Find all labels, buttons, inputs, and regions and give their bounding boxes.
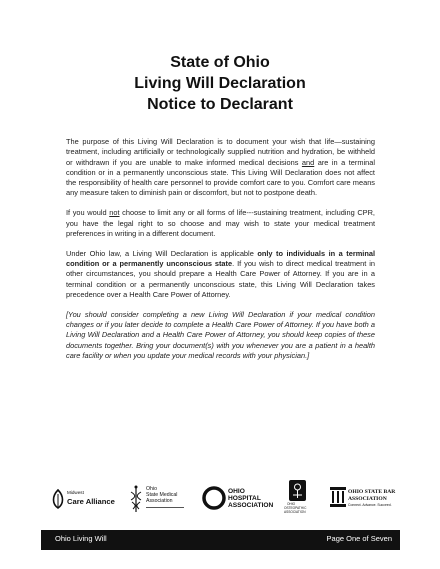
divider: [146, 507, 184, 508]
paragraph-ohio-law: [66, 249, 375, 300]
logo-text: OHIO: [287, 502, 296, 506]
oha-logo: [202, 482, 278, 516]
title-state: State of Ohio: [170, 54, 270, 71]
logo-text: ASSOCIATION: [228, 502, 274, 509]
logo-text: Midwest: [67, 490, 84, 495]
ooa-logo: [284, 482, 324, 516]
underlined-text: and: [301, 157, 315, 167]
logo-text: Care Alliance: [67, 497, 115, 506]
logo-text: ASSOCIATION: [348, 496, 387, 502]
sponsor-logos: [48, 482, 396, 516]
logo-text: Ohio: [146, 486, 157, 492]
leaf-icon: [50, 488, 66, 510]
care-alliance-logo: [48, 482, 120, 516]
logo-text: OHIO STATE BAR: [348, 489, 396, 495]
title-declaration: Living Will Declaration: [134, 75, 306, 92]
logo-text: OSTEOPATHIC: [284, 506, 307, 510]
logo-text: ASSOCIATION: [284, 510, 306, 514]
logo-text: Connect. Advance. Succeed.: [348, 503, 392, 507]
text-run: Under Ohio law, a Living Will Declaration is applicable: [66, 248, 258, 258]
osma-logo: [126, 482, 200, 516]
bold-text: only to individuals in a terminal condition or a permanently unconscious state: [66, 248, 376, 268]
title-block: [0, 52, 440, 115]
text-run: are in a terminal condition or in a permanently unconscious state. This Living Will Declaration does not affect the responsibility of health care personnel to provide comfort care to you. Comfort care means any measure taken to diminish pain or discomfort, but not to postpone death.: [66, 157, 376, 198]
footer-title: Ohio Living Will: [55, 534, 107, 543]
logo-text: Association: [146, 498, 173, 504]
shield-icon: [289, 480, 306, 501]
text-run: The purpose of this Living Will Declaration is to document your wish that life—sustaining treatment, including artificially or technologically supplied nutrition and hydration, be withheld or withdrawn if you are unable to make informed medical decisions: [66, 137, 375, 167]
underlined-text: not: [109, 208, 120, 218]
logo-text: OHIO: [228, 488, 245, 495]
document-body: [66, 137, 375, 371]
paragraph-choice: [66, 208, 375, 239]
text-run: If you would: [66, 208, 110, 218]
ring-icon: [202, 485, 226, 511]
text-run: choose to limit any or all forms of life---sustaining treatment, including CPR, you have the legal right to so choose and may wish to state your medical treatment preferences in writing in a different document.: [66, 208, 375, 238]
paragraph-advice: [You should consider completing a new Living Will Declaration if your medical condition changes or if you later decide to complete a Health Care Power of Attorney. If you have both a Living Will Declaration and a Health Care Power of Attorney, you should keep copies of these documents together. Bring your document(s) with you whenever you are a patient in a health care facility or when you update your medical records with your physician.]: [66, 309, 375, 360]
logo-text: HOSPITAL: [228, 495, 261, 502]
text-run: . If you wish to direct medical treatment in other circumstances, you should prepare a Health Care Power of Attorney. If you are in a terminal condition or a permanently unconscious state, this Living Will Declaration takes precedence over a Health Care Power of Attorney.: [66, 258, 375, 299]
page-number: Page One of Seven: [326, 534, 392, 543]
emblem-icon: [289, 480, 306, 501]
osba-logo: [330, 482, 396, 516]
logo-text: State Medical: [146, 492, 178, 498]
page-footer: [41, 530, 400, 550]
paragraph-purpose: [66, 137, 375, 199]
title-notice: Notice to Declarant: [147, 96, 293, 113]
caduceus-icon: [128, 484, 144, 514]
column-icon: [330, 487, 346, 507]
